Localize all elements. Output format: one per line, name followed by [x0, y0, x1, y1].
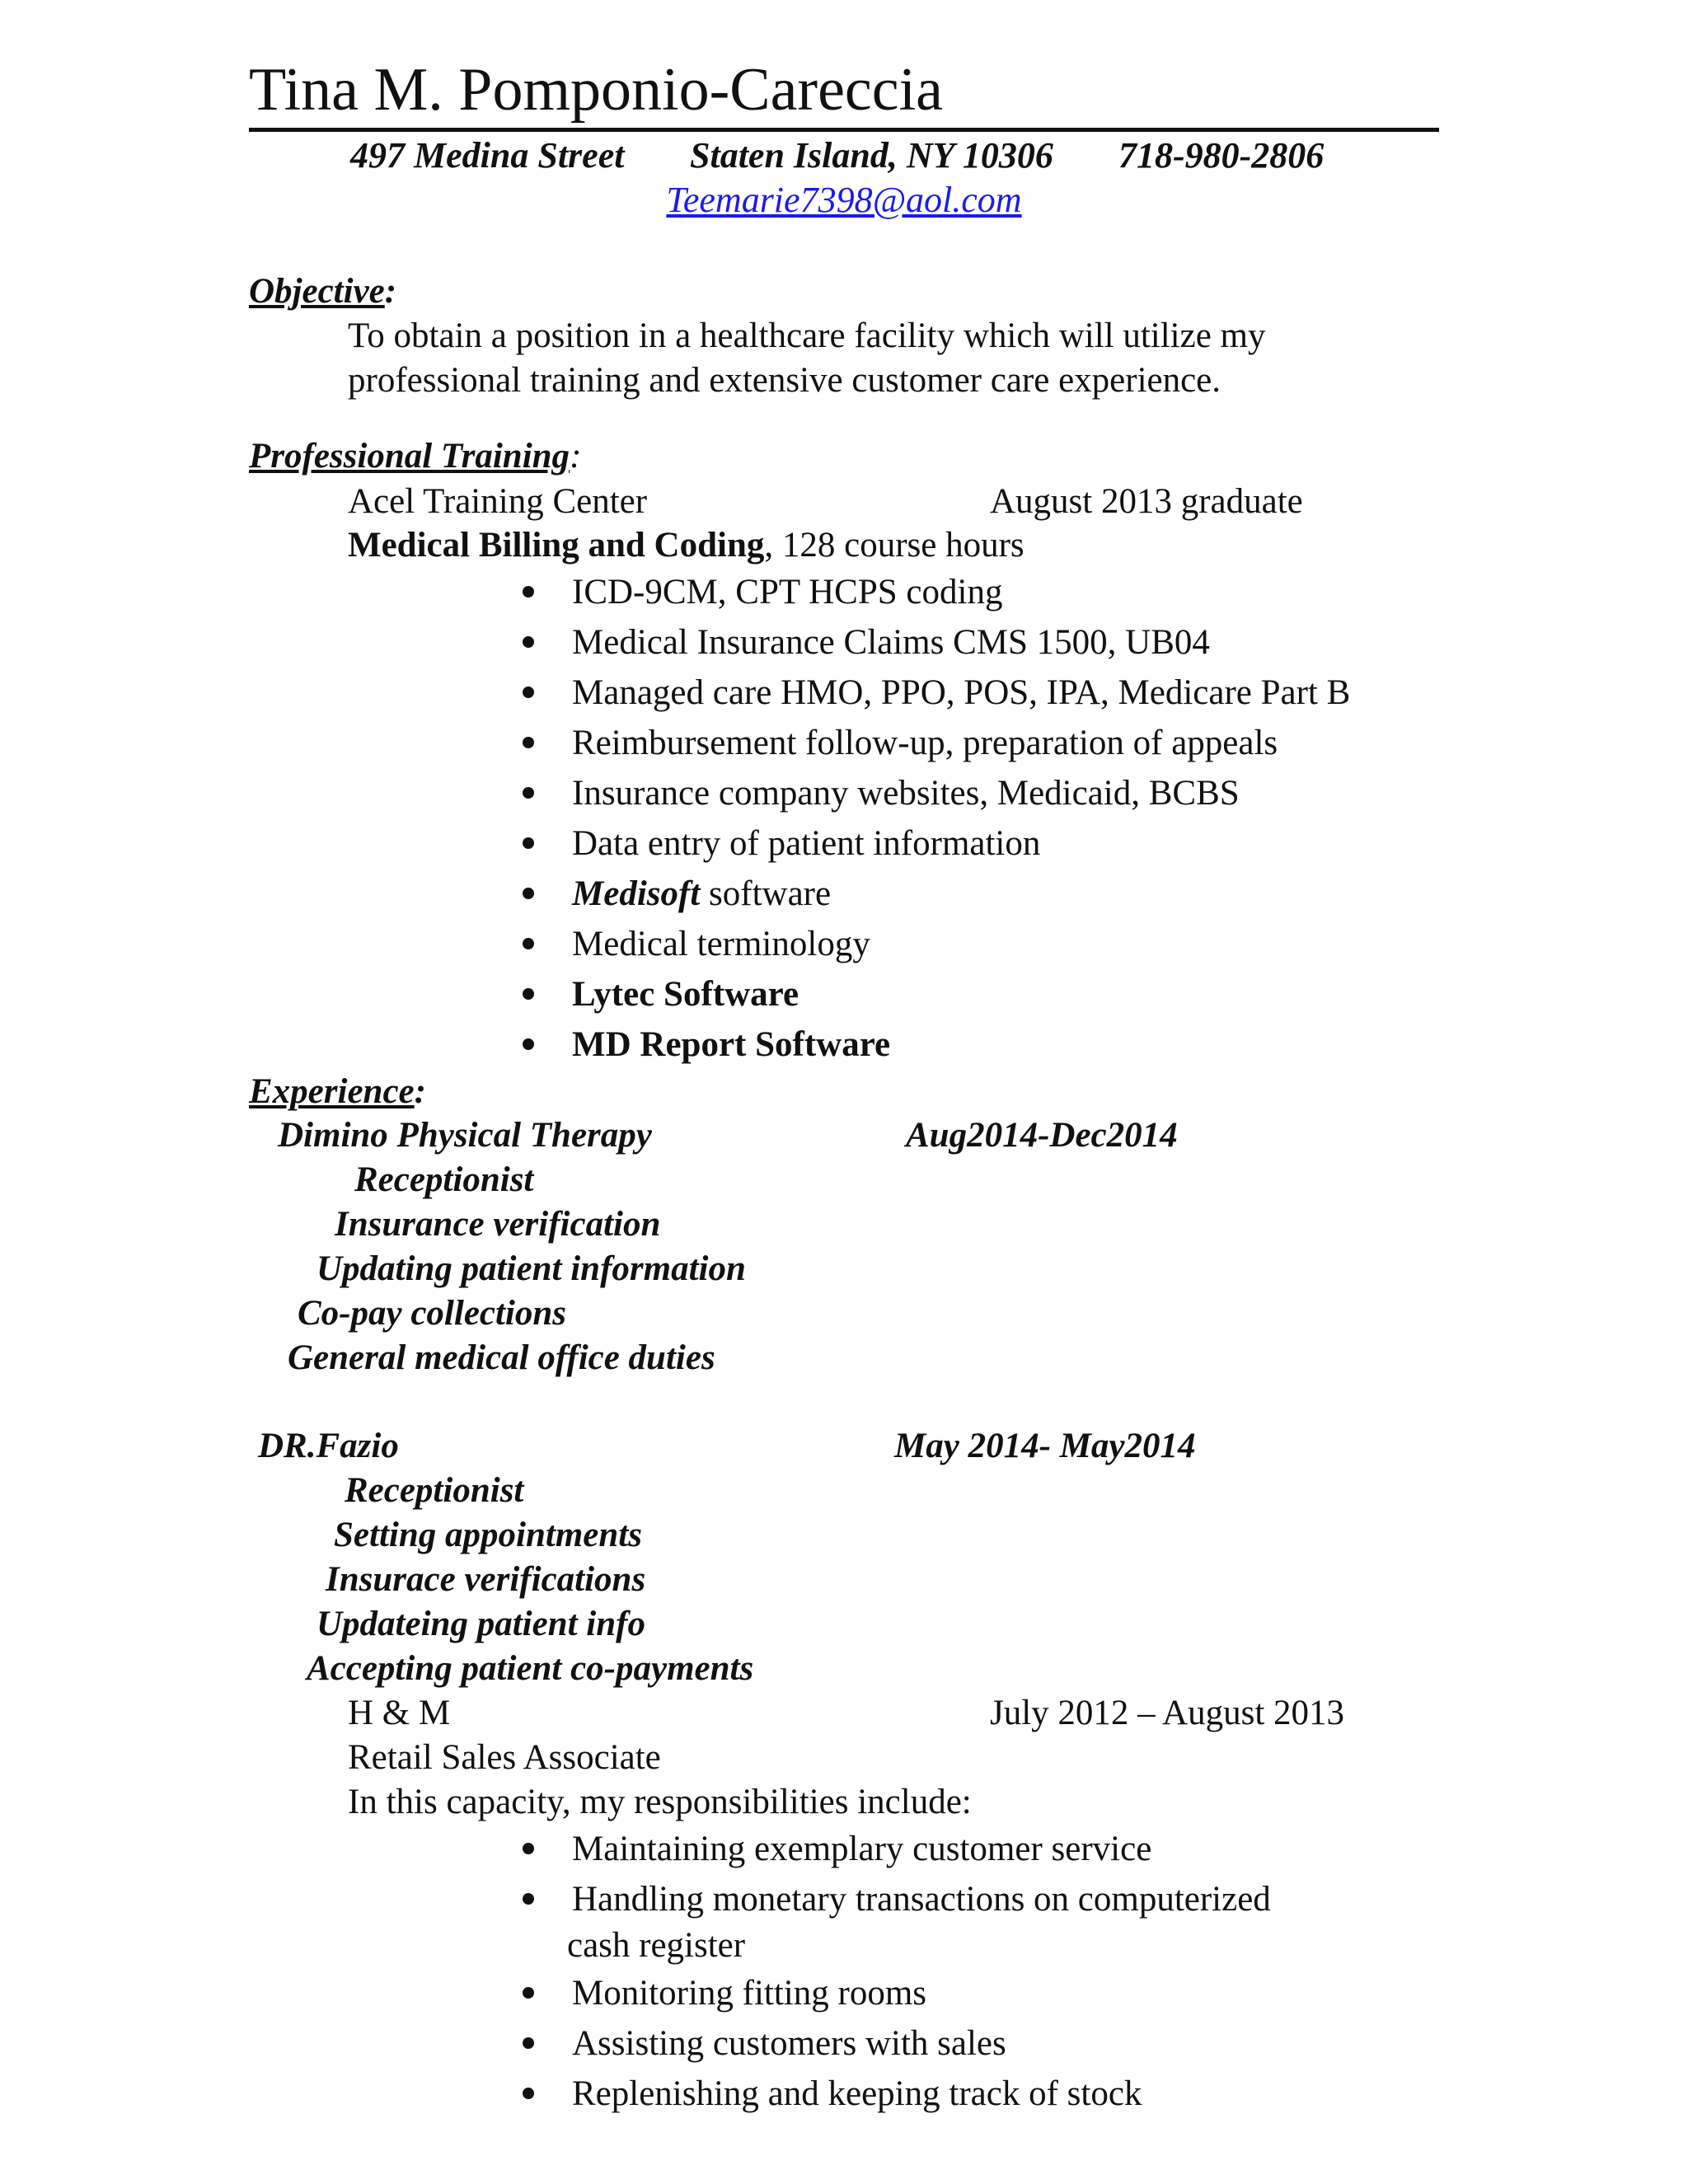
job2-line: Accepting patient co-payments [307, 1649, 754, 1688]
job3-item-continuation: cash register [567, 1926, 746, 1965]
job1-dates: Aug2014-Dec2014 [906, 1116, 1178, 1155]
bullet-icon [523, 888, 534, 899]
objective-line-2: professional training and extensive customer care experience. [348, 361, 1221, 400]
phone-number: 718-980-2806 [1118, 135, 1325, 176]
bullet-icon [523, 787, 534, 799]
job2-line: Updateing patient info [316, 1605, 645, 1643]
job2-line: Setting appointments [334, 1516, 642, 1554]
bullet-icon [523, 586, 534, 598]
bullet-icon [523, 988, 534, 1000]
city-state-zip: Staten Island, NY 10306 [690, 135, 1053, 176]
bullet-icon [523, 1038, 534, 1050]
bullet-icon [523, 2088, 534, 2099]
training-school: Acel Training Center [348, 482, 648, 521]
job3-dates: July 2012 – August 2013 [990, 1694, 1345, 1732]
training-course: Medical Billing and Coding, 128 course hours [348, 526, 1025, 565]
job3-employer: H & M [348, 1694, 451, 1732]
experience-heading: Experience: [249, 1072, 426, 1111]
training-date: August 2013 graduate [990, 482, 1303, 521]
email-link[interactable]: Teemarie7398@aol.com [666, 180, 1022, 220]
bullet-icon [523, 1987, 534, 1999]
bullet-icon [523, 687, 534, 698]
bullet-icon [523, 837, 534, 849]
job3-title: Retail Sales Associate [348, 1738, 661, 1777]
job2-employer: DR.Fazio [258, 1427, 399, 1465]
training-heading: Professional Training: [249, 437, 582, 476]
job1-line: General medical office duties [288, 1338, 715, 1377]
job2-dates: May 2014- May2014 [894, 1427, 1196, 1465]
bullet-icon [523, 2037, 534, 2049]
bullet-icon [523, 1893, 534, 1905]
bullet-icon [523, 938, 534, 949]
job3-intro: In this capacity, my responsibilities include: [348, 1783, 972, 1821]
applicant-name: Tina M. Pomponio-Careccia [249, 56, 944, 124]
bullet-icon [523, 737, 534, 748]
objective-line-1: To obtain a position in a healthcare facility which will utilize my [348, 316, 1266, 355]
street-address: 497 Medina Street [350, 135, 625, 176]
objective-heading: Objective: [249, 272, 397, 311]
bullet-icon [523, 1843, 534, 1854]
job1-line: Insurance verification [335, 1205, 661, 1244]
job2-line: Insurace verifications [326, 1560, 646, 1599]
job1-line: Receptionist [354, 1160, 534, 1199]
job2-line: Receptionist [345, 1471, 524, 1510]
job1-line: Updating patient information [316, 1249, 746, 1288]
job1-line: Co-pay collections [298, 1294, 567, 1333]
bullet-icon [523, 636, 534, 648]
job1-employer: Dimino Physical Therapy [278, 1116, 652, 1155]
header-rule [249, 128, 1439, 132]
